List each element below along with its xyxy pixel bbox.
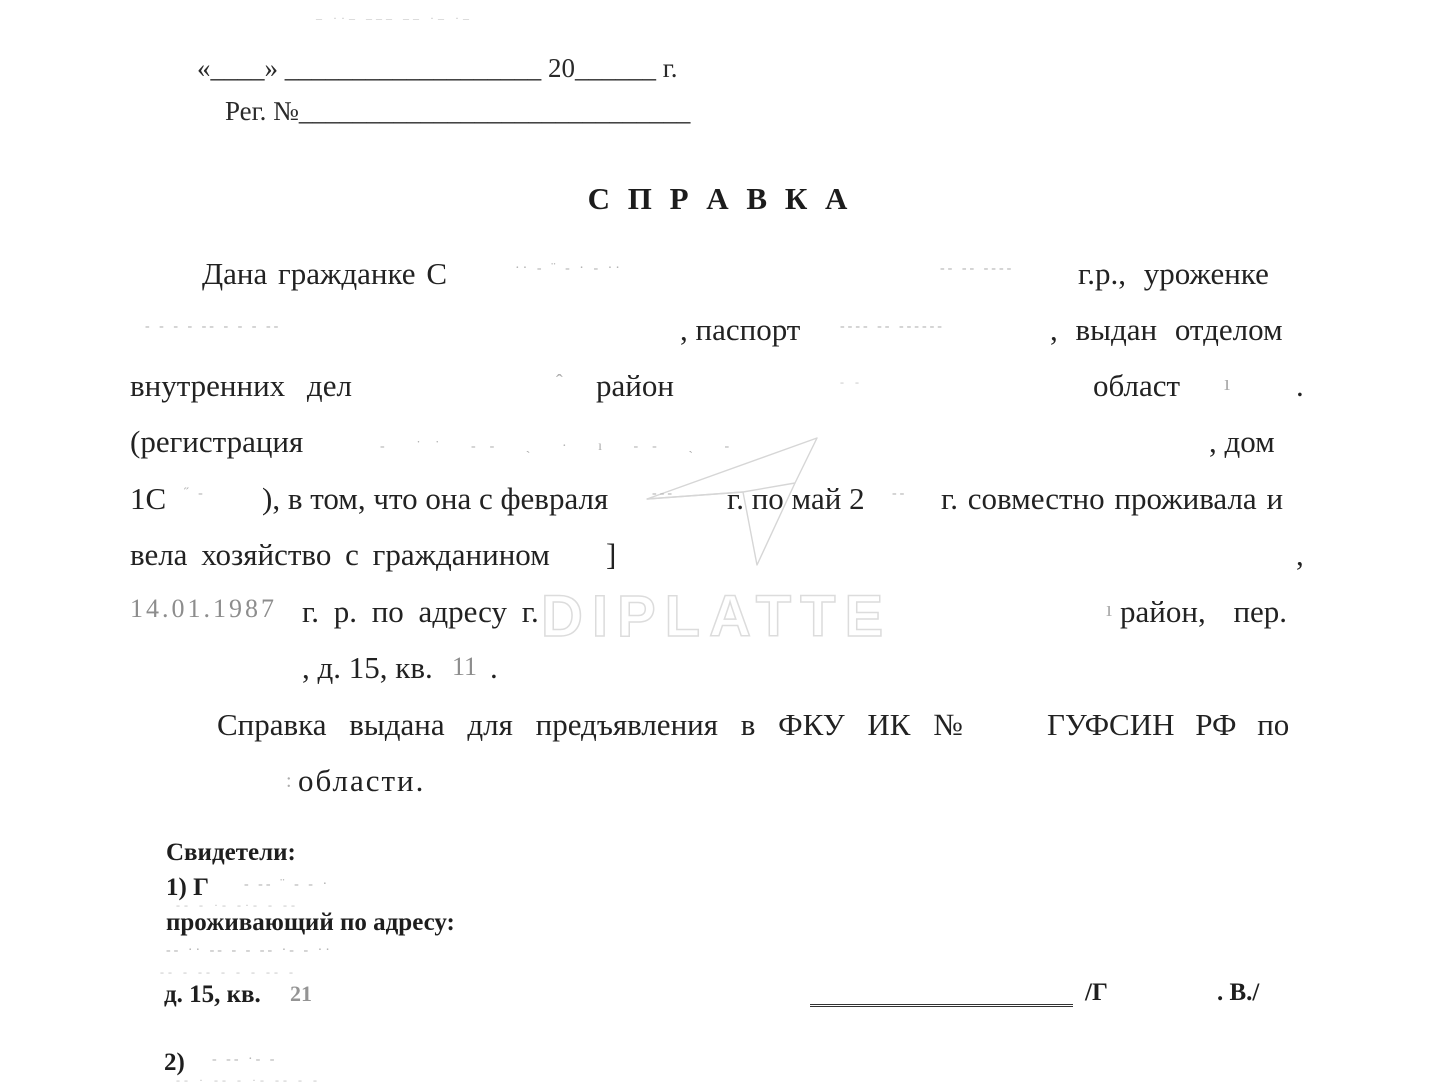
- body-line-8: , д. 15, кв.: [302, 650, 433, 685]
- body-line-5-end: г. совместно проживала и: [941, 481, 1284, 516]
- body-line-1-end: г.р., уроженке: [1078, 256, 1269, 291]
- redacted-remnant: :: [286, 770, 295, 792]
- body-line-5-may: г. по май 2: [727, 481, 865, 516]
- redacted-remnant: ˆ: [556, 371, 566, 393]
- witness-2-number: 2): [164, 1049, 185, 1076]
- redacted-remnant: ‐ ‐ ‐ ‐ ‐‐ ‐ ‐ ‐ ‐‐: [145, 319, 282, 334]
- top-redacted-remnant: – ··– ––– –– ·– ·–: [316, 11, 473, 25]
- body-line-3-oblast: област: [1093, 368, 1181, 403]
- redacted-remnant: ‐‐‐: [652, 486, 675, 501]
- body-line-8-dot: .: [490, 650, 498, 685]
- redacted-remnant: ‐‐ ‐‐ ‐‐‐‐: [940, 261, 1015, 276]
- redacted-date-remnant: 14.01.1987: [130, 594, 277, 623]
- body-line-1: Дана гражданке С: [202, 256, 447, 291]
- witnesses-heading: Свидетели:: [166, 839, 296, 866]
- witness-1-signature-name-start: /Г: [1085, 979, 1108, 1006]
- body-line-2-end: , выдан отделом: [1050, 312, 1283, 347]
- redacted-remnant: ‐ ‐: [840, 375, 863, 389]
- redacted-remnant: ‐‐ ‐ ‐‐ ‐ ‐ ‐ ‐‐ ‐: [160, 965, 297, 979]
- body-line-3-raion: район: [596, 368, 674, 403]
- redacted-remnant: ‐‐ ·· ‐‐ ‐ ‐ ‐‐ ·‐ ‐ ··: [166, 943, 333, 958]
- body-line-3-dot: .: [1296, 368, 1304, 403]
- redacted-remnant: ‐‐‐‐ ‐‐ ‐‐‐‐‐‐: [840, 319, 945, 334]
- redacted-remnant: ı: [1106, 596, 1116, 621]
- redacted-remnant: ‐ ˙˙ ‐‐ ˏ · ı ‐‐ ˏ ‐: [380, 439, 744, 454]
- body-line-10: области.: [298, 763, 426, 798]
- redacted-remnant: ı: [1224, 370, 1234, 395]
- body-line-9: Справка выдана для предъявления в ФКУ ИК №: [217, 707, 963, 742]
- redacted-remnant: ‐‐ ‐ ·‐ ‐·‐ ‐ ‐‐: [176, 898, 299, 912]
- redacted-remnant: ‐ ‐‐ ¨ ‐ ‐ ·: [244, 877, 331, 892]
- body-line-6: вела хозяйство с гражданином: [130, 537, 550, 572]
- redacted-remnant: ·· ‐ ¨ ‐ · ‐ ··: [515, 261, 623, 276]
- body-line-3: внутренних дел: [130, 368, 352, 403]
- body-line-7-end: район, пер.: [1120, 594, 1288, 629]
- registration-number-line: Рег. №_____________________________: [225, 96, 691, 126]
- body-line-9-end: ГУФСИН РФ по: [1047, 707, 1290, 742]
- witness-1-house: д. 15, кв.: [164, 981, 261, 1008]
- body-line-5-house: 1С: [130, 481, 167, 516]
- body-line-5: ), в том, что она с февраля: [262, 481, 609, 516]
- redacted-number-remnant: 21: [290, 981, 312, 1006]
- redacted-remnant: ‐ ‐‐ ·‐ ‐: [212, 1052, 278, 1067]
- witness-1-address-label: проживающий по адресу:: [166, 909, 455, 936]
- redacted-number-remnant: 11: [452, 652, 478, 681]
- redacted-remnant: ‐‐: [892, 486, 908, 501]
- body-line-7: г. р. по адресу г.: [302, 594, 539, 629]
- signature-line: [810, 1004, 1073, 1007]
- certificate-title: С П Р А В К А: [587, 181, 853, 216]
- date-blank-line: «____» ___________________ 20______ г.: [197, 53, 678, 83]
- body-line-2-passport: , паспорт: [680, 312, 801, 347]
- body-line-4-end: , дом: [1209, 424, 1275, 459]
- redacted-remnant: ˝ ‐: [184, 486, 206, 501]
- body-line-6-bracket: ]: [606, 537, 617, 572]
- redacted-remnant: ‐‐ · ‐‐ ‐ ·‐ ‐‐ ‐ ‐: [176, 1073, 321, 1087]
- body-line-4: (регистрация: [130, 424, 304, 459]
- witness-1-signature-name-end: . В./: [1217, 979, 1260, 1006]
- body-line-6-comma: ,: [1296, 537, 1304, 572]
- watermark-brand-text: DIPLATTE: [541, 584, 893, 649]
- witness-1-number: 1) Г: [166, 874, 209, 901]
